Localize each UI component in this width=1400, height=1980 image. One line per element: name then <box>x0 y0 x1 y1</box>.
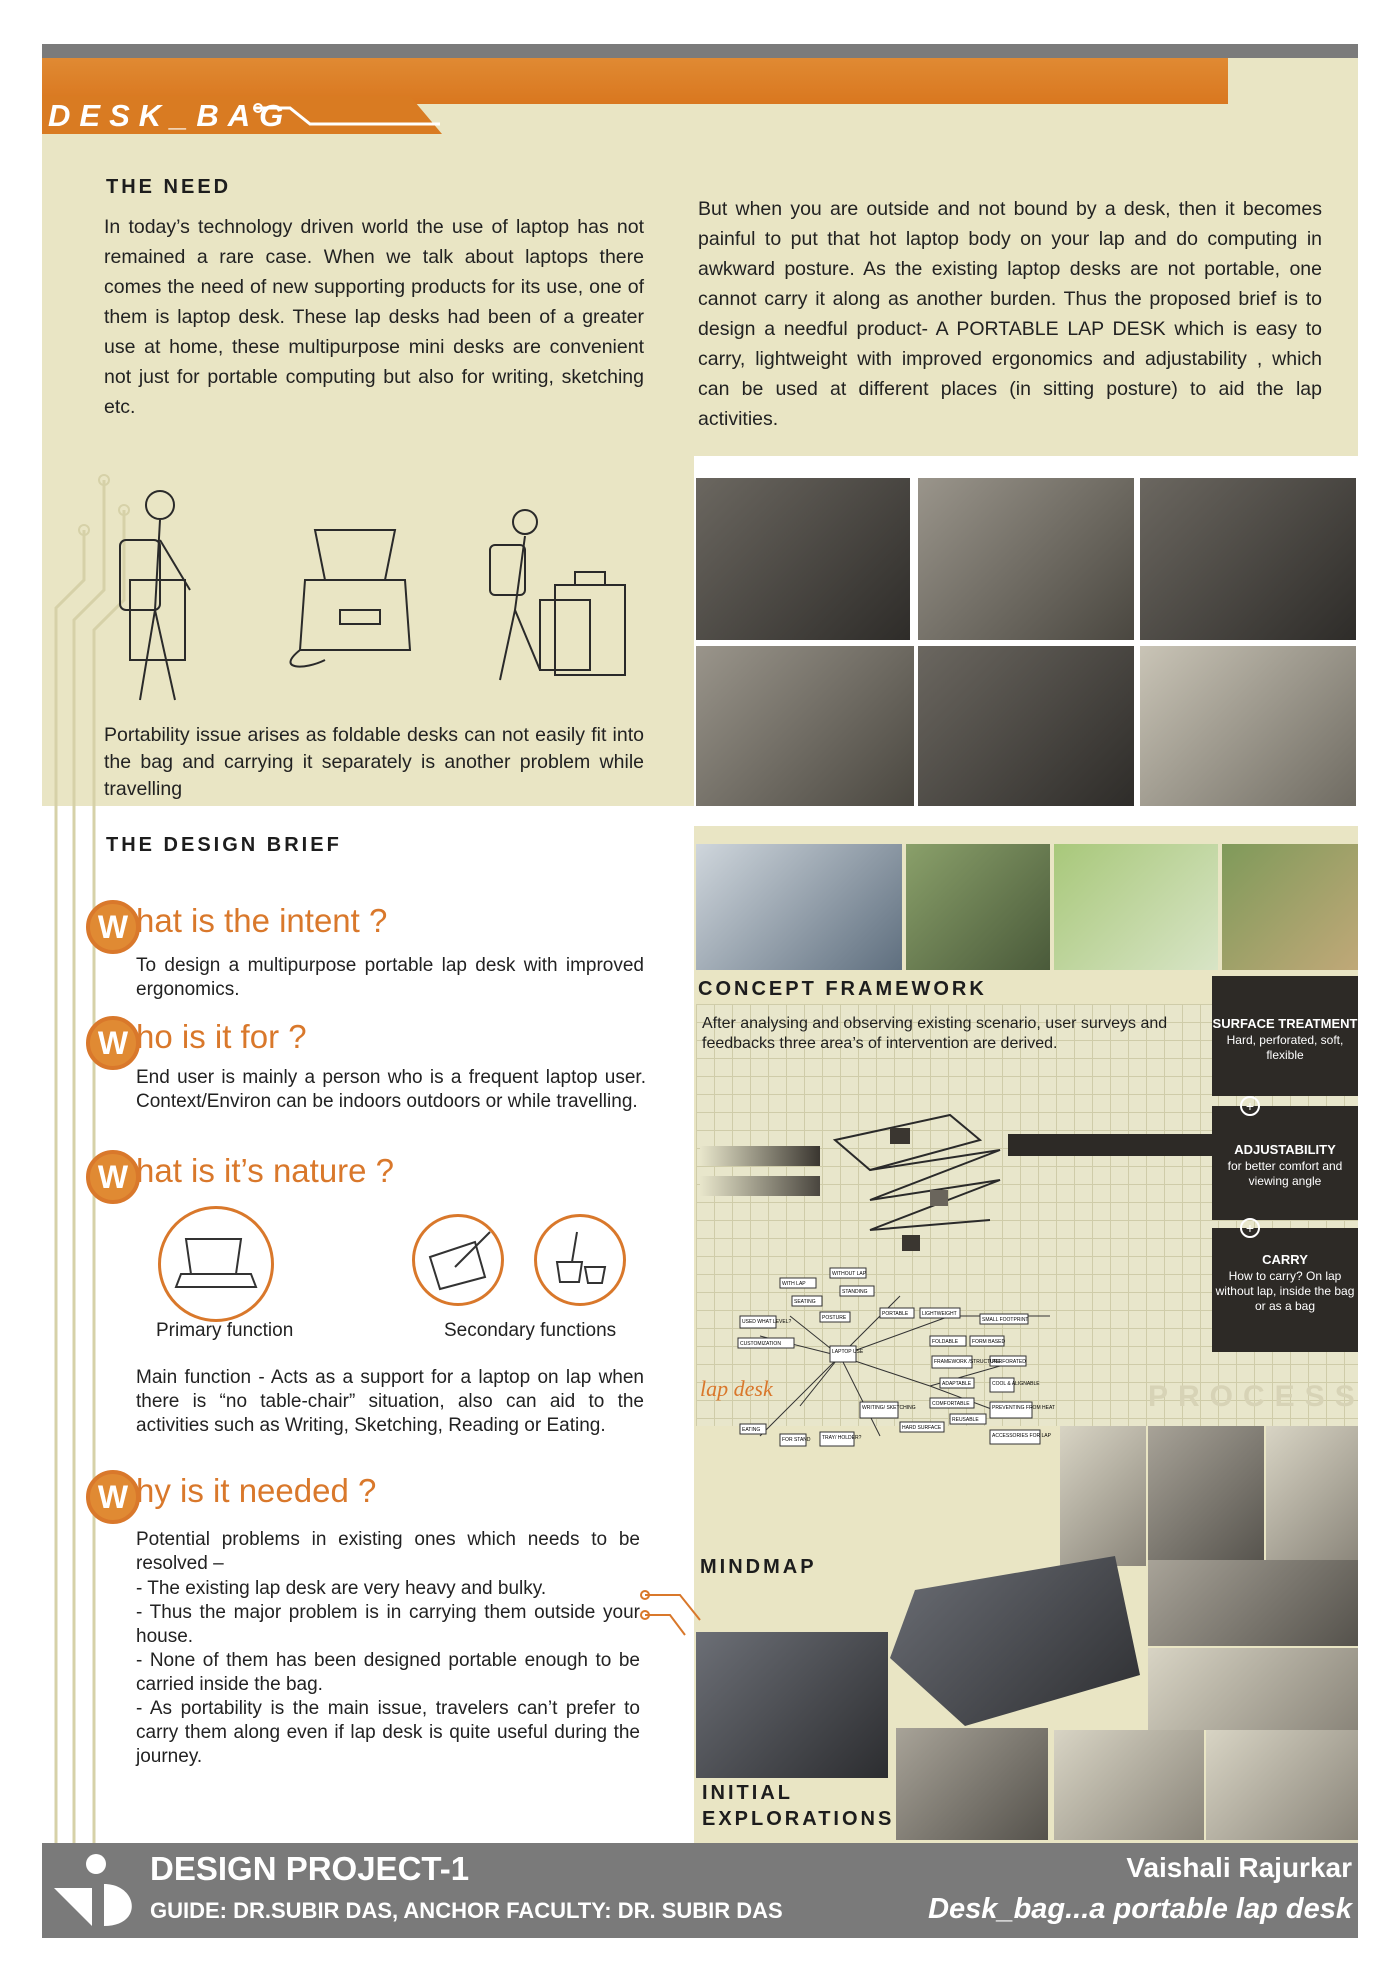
mindmap-node: PREVENTING FROM HEAT <box>992 1405 1055 1411</box>
exploration-photo-perforated-2 <box>1206 1730 1358 1840</box>
question-why: hy is it needed ? <box>136 1472 377 1509</box>
mindmap-node: CUSTOMIZATION <box>740 1341 781 1347</box>
institute-logo-icon <box>48 1850 144 1930</box>
footer-tagline: Desk_bag...a portable lap desk <box>928 1893 1352 1925</box>
page-title: DESK_BAG <box>48 98 293 133</box>
question-nature: hat is it’s nature ? <box>136 1152 395 1189</box>
photo-student-on-bench <box>696 478 910 640</box>
exploration-photo-tilted-desk <box>896 1728 1048 1840</box>
exploration-photo-folded-sheet <box>1060 1426 1146 1566</box>
w-badge: W <box>86 1016 140 1070</box>
mindmap-node: HARD SURFACE <box>902 1425 942 1431</box>
panel-title: CARRY <box>1262 1252 1308 1267</box>
panel-title: SURFACE TREATMENT <box>1212 1016 1358 1031</box>
traveller-luggage-sketch-icon <box>470 500 630 690</box>
answer-intent: To design a multipurpose portable lap desk with improved ergonomics. <box>136 955 644 1000</box>
secondary-functions-label: Secondary functions <box>444 1320 617 1341</box>
design-brief-heading: THE DESIGN BRIEF <box>106 834 342 856</box>
mindmap-node: SEATING <box>794 1299 816 1305</box>
mindmap-node: STANDING <box>842 1289 868 1295</box>
bag-desk-sketch-icon <box>285 520 425 670</box>
primary-function-label: Primary function <box>156 1320 294 1341</box>
w-badge: W <box>86 1470 140 1524</box>
mindmap-logo: lap desk <box>700 1376 773 1401</box>
mindmap-node: COMFORTABLE <box>932 1401 970 1407</box>
mindmap-node: FRAMEWORK /STRUCTURE <box>934 1359 1001 1365</box>
footer-project-title: DESIGN PROJECT-1 <box>150 1850 470 1887</box>
answer-why-line-1: Potential problems in existing ones which needs to be resolved – <box>136 1529 640 1574</box>
panel-surface-treatment <box>1212 976 1358 1096</box>
fade-bar <box>700 1146 820 1166</box>
footer-author: Vaishali Rajurkar <box>1126 1852 1352 1883</box>
mindmap-node: WITHOUT LAP <box>832 1271 867 1277</box>
mindmap-node: PERFORATED <box>992 1359 1026 1365</box>
photo-girl-sitting-with-laptop <box>918 478 1134 640</box>
photo-laptop-on-grass <box>1054 844 1218 970</box>
exploration-photo-perforated-1 <box>1054 1730 1204 1840</box>
exploration-photo-paper-model <box>1148 1426 1264 1566</box>
answer-why-line-5: - As portability is the main issue, travelers can’t prefer to carry them along even if lap desk is quite useful during the journey. <box>136 1698 640 1767</box>
exploration-photo-triangle-fold <box>1148 1648 1358 1730</box>
answer-why-line-4: - None of them has been designed portable enough to be carried inside the bag. <box>136 1650 640 1695</box>
panel-desc: Hard, perforated, soft, flexible <box>1226 1033 1344 1062</box>
mindmap-heading: MINDMAP <box>700 1556 817 1578</box>
laptop-icon <box>158 1206 274 1322</box>
answer-why-line-3: - Thus the major problem is in carrying them outside your house. <box>136 1602 640 1647</box>
portability-text: Portability issue arises as foldable desks can not easily fit into the bag and carrying it separately is another problem while travelling <box>104 724 644 800</box>
question-intent: hat is the intent ? <box>136 902 388 939</box>
exploration-photo-folder <box>696 1632 888 1778</box>
explorations-heading: EXPLORATIONS <box>702 1808 895 1830</box>
photo-girl-writing <box>1140 646 1356 806</box>
writing-icon <box>412 1214 504 1306</box>
concept-framework-heading: CONCEPT FRAMEWORK <box>698 978 987 1000</box>
mindmap-node: USED WHAT LEVEL? <box>742 1319 792 1325</box>
mindmap-node: TRAY/ HOLDER? <box>822 1435 862 1441</box>
exploration-photo-corner-folds <box>1266 1426 1358 1566</box>
eating-icon <box>534 1214 626 1306</box>
fade-bar <box>700 1176 820 1196</box>
w-badge: W <box>86 900 140 954</box>
plus-icon: + <box>1240 1096 1260 1116</box>
mindmap-node: POSTURE <box>822 1315 847 1321</box>
mindmap-node: REUSABLE <box>952 1417 979 1423</box>
initial-heading: INITIAL <box>702 1782 793 1804</box>
plus-icon: + <box>1240 1218 1260 1238</box>
backpack-person-sketch-icon <box>100 480 230 710</box>
mindmap-node: SMALL FOOTPRINT <box>982 1317 1029 1323</box>
mindmap-node: FORM BASED <box>972 1339 1006 1345</box>
footer-guide: GUIDE: DR.SUBIR DAS, ANCHOR FACULTY: DR. SUBIR DAS <box>150 1898 783 1923</box>
process-watermark: PROCESS <box>1148 1380 1365 1413</box>
circuit-decoration-orange <box>640 1580 720 1640</box>
panel-desc: for better comfort and viewing angle <box>1227 1159 1343 1188</box>
need-paragraph-1: In today’s technology driven world the use of laptop has not remained a rare case. When we talk about laptops there comes the need of new supporting products for its use, one of them is laptop desk. These lap desks had been of a greater use at home, these multipurpose mini desks are convenient not just for portable computing but also for writing, sketching etc. <box>104 216 644 418</box>
photo-boy-with-papers <box>918 646 1134 806</box>
mindmap-node: WRITING/ SKETCHING <box>862 1405 916 1411</box>
answer-who: End user is mainly a person who is a frequent laptop user. Context/Environ can be indoors outdoors or while travelling. <box>136 1067 646 1112</box>
mindmap-node: COOL & ALIGNABLE <box>992 1381 1040 1387</box>
panel-desc: How to carry? On lap without lap, inside the bag or as a bag <box>1215 1269 1355 1313</box>
answer-why-line-2: - The existing lap desk are very heavy and bulky. <box>136 1578 547 1599</box>
mindmap-node: EATING <box>742 1427 761 1433</box>
panel-carry <box>1212 1228 1358 1352</box>
mindmap-node: ACCESSORIES FOR LAP <box>992 1433 1051 1439</box>
need-heading: THE NEED <box>106 176 232 198</box>
need-paragraph-2: But when you are outside and not bound by a desk, then it becomes painful to put that hot laptop body on your lap and do computing in awkward posture. As the existing laptop desks are not portable, one cannot carry it along as another burden. Thus the proposed brief is to design a needful product- A PORTABLE LAP DESK which is easy to carry, lightweight with improved ergonomics and adjustability , which can be used at different places (in sitting posture) to aid the lap activities. <box>698 198 1322 430</box>
photo-outdoor-group <box>906 844 1050 970</box>
top-gray-bar <box>42 44 1358 58</box>
circuit-decoration-top <box>250 96 450 136</box>
exploration-photo-zigzag <box>1148 1560 1358 1646</box>
photo-boy-near-pillar <box>1140 478 1356 640</box>
question-who: ho is it for ? <box>136 1018 307 1055</box>
panel-title: ADJUSTABILITY <box>1234 1142 1336 1157</box>
mindmap-node: ADAPTABLE <box>942 1381 972 1387</box>
photo-reading-on-wall <box>696 646 914 806</box>
mindmap-node: LIGHTWEIGHT <box>922 1311 957 1317</box>
folding-desk-sketch-icon <box>830 1110 1020 1260</box>
mindmap-diagram <box>700 1256 1120 1496</box>
photo-office-laptop-users <box>696 844 902 970</box>
connector-bar <box>1008 1134 1212 1156</box>
mindmap-node: WITH LAP <box>782 1281 806 1287</box>
concept-description: After analysing and observing existing scenario, user surveys and feedbacks three area’s of intervention are derived. <box>702 1015 1168 1052</box>
photo-girl-in-park <box>1222 844 1358 970</box>
mindmap-node: LAPTOP USE <box>832 1349 864 1355</box>
mindmap-node: PORTABLE <box>882 1311 909 1317</box>
panel-adjustability <box>1212 1106 1358 1220</box>
w-badge: W <box>86 1150 140 1204</box>
answer-nature: Main function - Acts as a support for a laptop on lap when there is “no table-chair” situation, also can aid to the activities such as Writing, Sketching, Reading or Eating. <box>136 1367 644 1436</box>
mindmap-node: FOLDABLE <box>932 1339 959 1345</box>
mindmap-node: FOR STAND <box>782 1437 811 1443</box>
